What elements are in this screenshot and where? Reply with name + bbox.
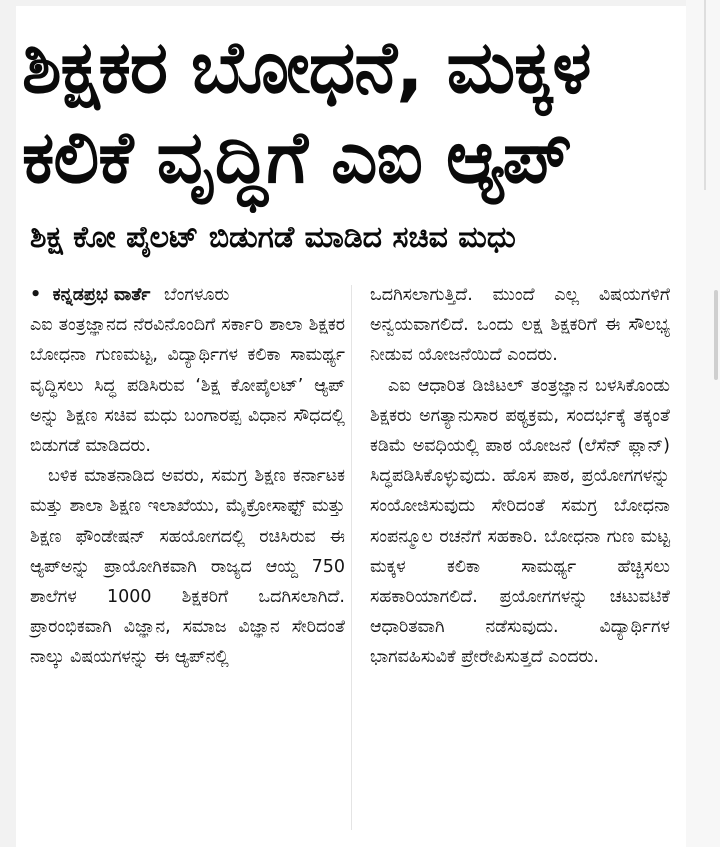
bullet-icon: • <box>30 285 42 305</box>
headline-line-2: ಕಲಿಕೆ ವೃದ್ಧಿಗೆ ಎಐ ಆ್ಯಪ್ <box>22 115 571 199</box>
column-divider <box>351 285 352 830</box>
edge-divider <box>704 0 706 190</box>
page-margin <box>686 0 720 847</box>
subheadline: ಶಿಕ್ಷ ಕೋ ಪೈಲಟ್ ಬಿಡುಗಡೆ ಮಾಡಿದ ಸಚಿವ ಮಧು <box>30 220 516 255</box>
scrollbar-thumb[interactable] <box>714 290 718 380</box>
headline <box>22 22 662 202</box>
headline-line-1: ಶಿಕ್ಷಕರ ಬೋಧನೆ, ಮಕ್ಕಳ <box>22 25 591 109</box>
article-column-right <box>370 280 670 673</box>
byline-source: ಕನ್ನಡಪ್ರಭ ವಾರ್ತೆ <box>52 285 151 305</box>
article-column-left <box>30 280 345 673</box>
byline <box>30 280 345 310</box>
byline-place: ಬೆಂಗಳೂರು <box>163 285 230 305</box>
paragraph-1: ಎಐ ತಂತ್ರಜ್ಞಾನದ ನೆರವಿನೊಂದಿಗೆ ಸರ್ಕಾರಿ ಶಾಲಾ ಶಿಕ್ಷಕರ ಬೋಧನಾ ಗುಣಮಟ್ಟ, ವಿದ್ಯಾರ್ಥಿಗಳ ಕಲಿಕಾ ಸಾಮರ್ಥ್ಯ ವೃದ್ಧಿಸಲು ಸಿದ್ಧ ಪಡಿಸಿರುವ ‘ಶಿಕ್ಷ ಕೋಪೈಲಟ್’ ಆ್ಯಪ್ ಅನ್ನು ಶಿಕ್ಷಣ ಸಚಿವ ಮಧು ಬಂಗಾರಪ್ಪ ವಿಧಾನ ಸೌಧದಲ್ಲಿ ಬಿಡುಗಡೆ ಮಾಡಿದರು. <box>30 315 345 457</box>
paragraph-3: ಒದಗಿಸಲಾಗುತ್ತಿದೆ. ಮುಂದೆ ಎಲ್ಲ ವಿಷಯಗಳಿಗೆ ಅನ್ವಯವಾಗಲಿದೆ. ಒಂದು ಲಕ್ಷ ಶಿಕ್ಷಕರಿಗೆ ಈ ಸೌಲಭ್ಯ ನೀಡುವ ಯೋಜನೆಯಿದೆ ಎಂದರು. <box>370 285 670 366</box>
paragraph-2: ಬಳಿಕ ಮಾತನಾಡಿದ ಅವರು, ಸಮಗ್ರ ಶಿಕ್ಷಣ ಕರ್ನಾಟಕ ಮತ್ತು ಶಾಲಾ ಶಿಕ್ಷಣ ಇಲಾಖೆಯು, ಮೈಕ್ರೋಸಾಫ್ಟ್ ಮತ್ತು ಶಿಕ್ಷಣ ಫೌಂಡೇಷನ್ ಸಹಯೋಗದಲ್ಲಿ ರಚಿಸಿರುವ ಈ ಆ್ಯಪ್‌ಅನ್ನು ಪ್ರಾಯೋಗಿಕವಾಗಿ ರಾಜ್ಯದ ಆಯ್ದ 750 ಶಾಲೆಗಳ 1000 ಶಿಕ್ಷಕರಿಗೆ ಒದಗಿಸಲಾಗಿದೆ. ಪ್ರಾರಂಭಿಕವಾಗಿ ವಿಜ್ಞಾನ, ಸಮಾಜ ವಿಜ್ಞಾನ ಸೇರಿದಂತೆ ನಾಲ್ಕು ವಿಷಯಗಳನ್ನು ಈ ಆ್ಯಪ್‌ನಲ್ಲಿ <box>30 466 345 668</box>
paragraph-4: ಎಐ ಆಧಾರಿತ ಡಿಜಿಟಲ್ ತಂತ್ರಜ್ಞಾನ ಬಳಸಿಕೊಂಡು ಶಿಕ್ಷಕರು ಅಗತ್ಯಾನುಸಾರ ಪಠ್ಯಕ್ರಮ, ಸಂದರ್ಭಕ್ಕೆ ತಕ್ಕಂತೆ ಕಡಿಮೆ ಅವಧಿಯಲ್ಲಿ ಪಾಠ ಯೋಜನೆ (ಲೆಸೆನ್ ಪ್ಲಾನ್) ಸಿದ್ಧಪಡಿಸಿಕೊಳ್ಳುವುದು. ಹೊಸ ಪಾಠ, ಪ್ರಯೋಗಗಳನ್ನು ಸಂಯೋಜಿಸುವುದು ಸೇರಿದಂತೆ ಸಮಗ್ರ ಬೋಧನಾ ಸಂಪನ್ಮೂಲ ರಚನೆಗೆ ಸಹಕಾರಿ. ಬೋಧನಾ ಗುಣ ಮಟ್ಟ ಮಕ್ಕಳ ಕಲಿಕಾ ಸಾಮರ್ಥ್ಯ ಹೆಚ್ಚಿಸಲು ಸಹಕಾರಿಯಾಗಲಿದೆ. ಪ್ರಯೋಗಗಳನ್ನು ಚಟುವಟಿಕೆ ಆಧಾರಿತವಾಗಿ ನಡೆಸುವುದು. ವಿದ್ಯಾರ್ಥಿಗಳ ಭಾಗವಹಿಸುವಿಕೆ ಪ್ರೇರೇಪಿಸುತ್ತದೆ ಎಂದರು. <box>370 375 670 668</box>
